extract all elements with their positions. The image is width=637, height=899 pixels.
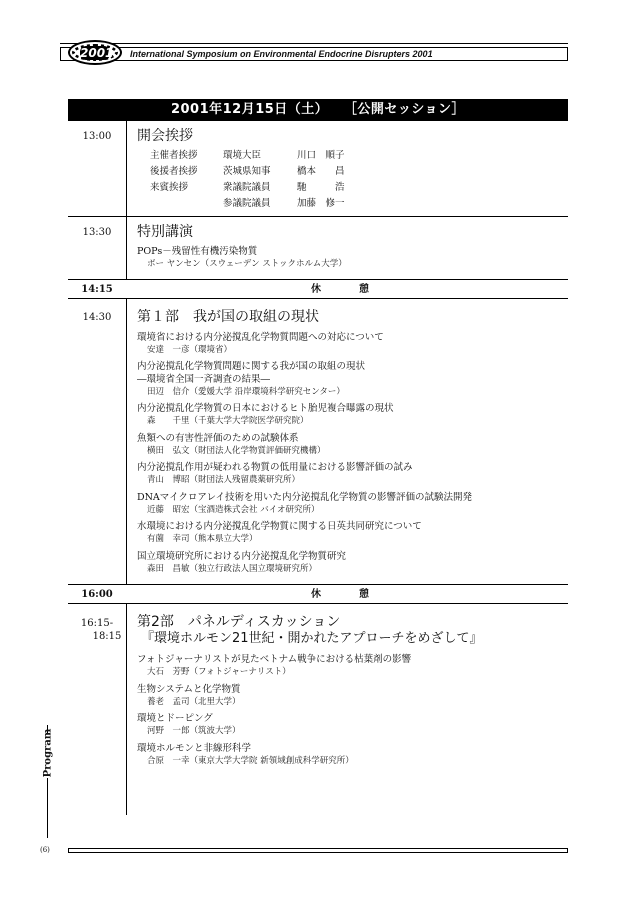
footer-rule — [68, 848, 568, 853]
year-badge — [68, 40, 122, 65]
side-label — [38, 728, 54, 778]
talk-title: フォトジャーナリストが見たベトナム戦争における枯葉剤の影響 — [137, 654, 412, 665]
session-text: ［公開セッション］ — [350, 102, 466, 117]
break-label: 休 憩 — [311, 589, 383, 600]
side-label-text: Program — [42, 728, 54, 778]
talk-title: 内分泌撹乱化学物質問題に関する我が国の取組の現状 — [137, 361, 366, 372]
greeting-row: 参議院議員 加藤 修一 — [223, 198, 345, 209]
talk-speaker: 合原 一幸（東京大学大学院 新領域創成科学研究所） — [147, 756, 354, 766]
panel-theme: 『環境ホルモン21世紀・開かれたアプローチをめざして』 — [141, 631, 483, 646]
time-break-1: 14:15 — [81, 284, 113, 295]
talk-speaker: 有薗 幸司（熊本県立大学） — [147, 534, 258, 544]
row-divider — [68, 584, 568, 585]
time-part-1: 14:30 — [82, 312, 112, 323]
talk-speaker: 近藤 昭宏（宝酒造株式会社 バイオ研究所） — [147, 505, 320, 515]
date-text: 2001年12月15日（土） — [170, 102, 329, 117]
talk-title: 生物システムと化学物質 — [137, 684, 241, 695]
talk-speaker: 安達 一彦（環境省） — [147, 345, 233, 355]
section-title-opening: 開会挨拶 — [137, 128, 193, 144]
talk-title: 環境とドーピング — [137, 713, 213, 724]
talk-subtitle: ―環境省全国一斉調査の結果― — [137, 374, 271, 385]
time-opening: 13:00 — [82, 131, 112, 142]
greeting-row: 後援者挨拶 茨城県知事 橋本 昌 — [150, 166, 345, 177]
talk-speaker: 田辺 信介（愛媛大学 沿岸環境科学研究センター） — [147, 387, 345, 397]
talk-speaker: 横田 弘文（財団法人化学物質評価研究機構） — [147, 446, 326, 456]
header-title: International Symposium on Environmental Endocrine Disrupters 2001 — [130, 49, 433, 59]
column-divider — [126, 298, 127, 584]
section-title-part-2: 第2部 パネルディスカッション — [137, 614, 341, 630]
talk-title: 内分泌撹乱化学物質の日本におけるヒト胎児複合曝露の現状 — [137, 403, 394, 414]
talk-title: 水環境における内分泌撹乱化学物質に関する日英共同研究について — [137, 521, 422, 532]
talk-speaker: 大石 芳野（フォトジャーナリスト） — [147, 667, 291, 677]
talk-speaker: 青山 博昭（財団法人残留農薬研究所） — [147, 475, 301, 485]
talk-title: 国立環境研究所における内分泌撹乱化学物質研究 — [137, 551, 347, 562]
row-divider — [68, 603, 568, 604]
date-bar — [68, 99, 568, 121]
time-part-2-start: 16:15- — [80, 618, 114, 629]
page-number: (6) — [40, 846, 50, 854]
row-divider — [68, 279, 568, 280]
talk-title: 魚類への有害性評価のための試験体系 — [137, 433, 299, 444]
greeting-row: 来賓挨拶 衆議院議員 馳 浩 — [150, 182, 345, 193]
section-title-special: 特別講演 — [137, 224, 193, 240]
talk-title: DNAマイクロアレイ技術を用いた内分泌撹乱化学物質の影響評価の試験法開発 — [137, 492, 473, 503]
talk-speaker: ボー ヤンセン（スウェーデン ストックホルム大学） — [147, 259, 347, 269]
break-label: 休 憩 — [311, 284, 383, 295]
talk-speaker: 養老 孟司（北里大学） — [147, 697, 241, 707]
time-break-2: 16:00 — [81, 589, 113, 600]
column-divider — [126, 121, 127, 279]
row-divider — [68, 216, 568, 217]
badge-year: 2001 — [80, 46, 114, 60]
talk-title: 環境省における内分泌撹乱化学物質問題への対応について — [137, 332, 384, 343]
talk-speaker: 森田 昌敏（独立行政法人国立環境研究所） — [147, 564, 318, 574]
talk-title: 内分泌撹乱作用が疑われる物質の低用量における影響評価の試み — [137, 462, 413, 473]
talk-title: 環境ホルモンと非線形科学 — [137, 743, 252, 754]
time-special: 13:30 — [82, 227, 112, 238]
greeting-row: 主催者挨拶 環境大臣 川口 順子 — [150, 150, 345, 161]
talk-title: POPs－残留性有機汚染物質 — [137, 246, 258, 257]
talk-speaker: 河野 一郎（筑波大学） — [147, 726, 241, 736]
time-part-2-end: 18:15 — [92, 631, 122, 642]
section-title-part-1: 第１部 我が国の取組の現状 — [137, 309, 319, 325]
talk-speaker: 森 千里（千葉大学大学院医学研究院） — [147, 416, 309, 426]
row-divider — [68, 298, 568, 299]
side-rule — [47, 778, 48, 838]
